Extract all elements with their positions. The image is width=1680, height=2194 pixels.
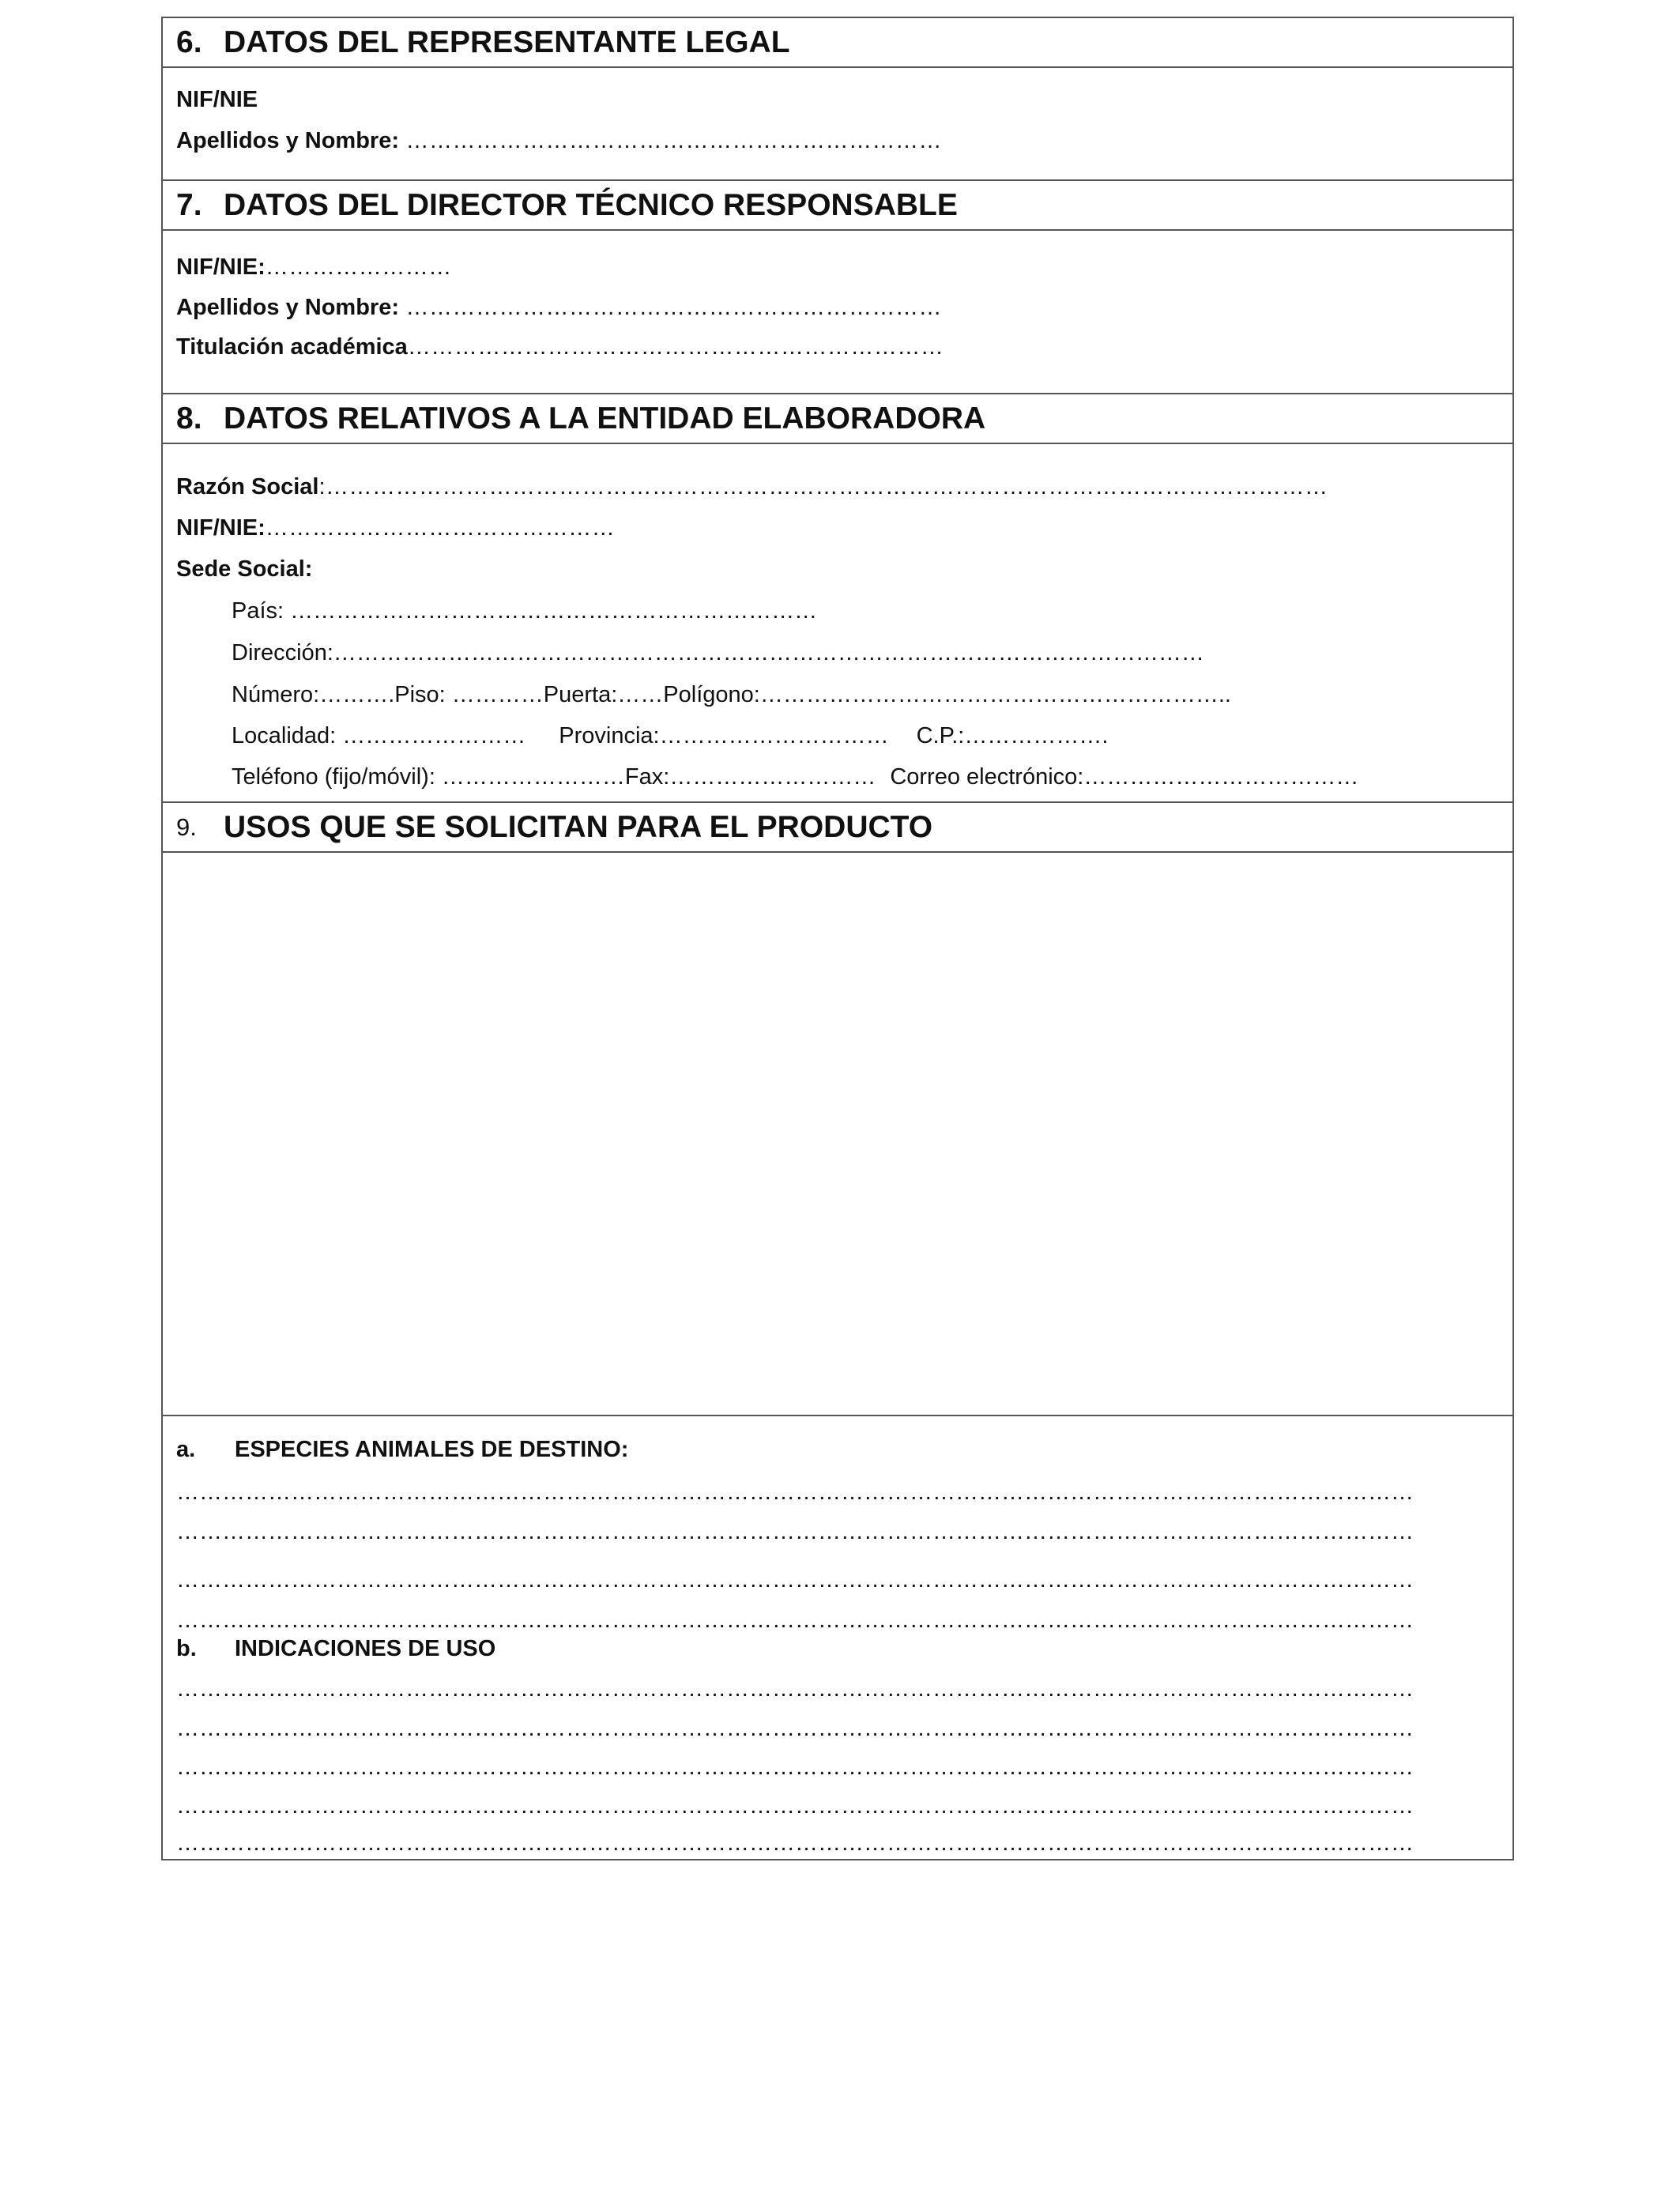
subsection-a-text: ESPECIES ANIMALES DE DESTINO: [235, 1437, 629, 1462]
number-floor-door-field[interactable]: Número:……….Piso: …………Puerta:……Polígono:…………………………………………………….. [232, 682, 1231, 707]
name-label: Apellidos y Nombre: [176, 295, 399, 320]
section-9-number: 9. [176, 812, 197, 841]
section-8-title: DATOS RELATIVOS A LA ENTIDAD ELABORADORA [224, 401, 986, 435]
section-7-header [163, 181, 1512, 231]
subsection-b-text: INDICACIONES DE USO [235, 1636, 496, 1661]
nif-field-director[interactable] [176, 253, 452, 281]
section-6-header [163, 18, 1512, 68]
subsection-a-letter: a. [176, 1437, 196, 1462]
section-6-title: DATOS DEL REPRESENTANTE LEGAL [224, 25, 790, 59]
locality-field[interactable]: Localidad: …………………… [232, 723, 526, 748]
nif-dots: ……………………………………… [265, 515, 616, 541]
section-6-number: 6. [176, 25, 202, 59]
subsection-b-title [176, 1634, 495, 1663]
section-9-header [163, 803, 1512, 853]
name-label: Apellidos y Nombre: [176, 128, 399, 153]
uses-free-text-area[interactable] [163, 853, 1512, 1416]
registered-office-label: Sede Social: [176, 556, 313, 582]
name-dots: …………………………………………………………… [399, 295, 943, 320]
email-field[interactable]: Correo electrónico:……………………………… [890, 764, 1359, 790]
application-form [161, 17, 1514, 1860]
section-7-title: DATOS DEL DIRECTOR TÉCNICO RESPONSABLE [224, 187, 958, 222]
nif-field-legal-rep[interactable] [176, 85, 258, 114]
target-species-line-4[interactable]: ……………………………………………………………………………………………………………………………………………… [176, 1608, 1414, 1633]
nif-field-entity[interactable] [176, 514, 615, 542]
name-field-director[interactable] [176, 293, 942, 322]
usage-line-5[interactable]: ……………………………………………………………………………………………………………………………………………… [176, 1830, 1414, 1856]
section-9-subsections [163, 1416, 1512, 1859]
nif-label: NIF/NIE: [176, 254, 266, 280]
locality-row [232, 722, 1108, 750]
name-dots: …………………………………………………………… [399, 128, 943, 153]
target-species-line-3[interactable]: ……………………………………………………………………………………………………………………………………………… [176, 1567, 1414, 1593]
usage-line-1[interactable]: ……………………………………………………………………………………………………………………………………………… [176, 1676, 1414, 1702]
section-8-body [163, 444, 1512, 803]
postal-code-field[interactable]: C.P.:………………. [916, 723, 1109, 748]
address-field[interactable]: Dirección:…………………………………………………………………………………………………… [232, 640, 1204, 665]
subsection-a-title [176, 1435, 628, 1464]
company-name-dots: :………………………………………………………………………………………………………………… [318, 474, 1328, 499]
target-species-line-2[interactable]: ……………………………………………………………………………………………………………………………………………… [176, 1519, 1414, 1544]
company-name-label: Razón Social [176, 474, 319, 499]
degree-label: Titulación académica [176, 334, 408, 360]
usage-line-2[interactable]: ……………………………………………………………………………………………………………………………………………… [176, 1716, 1414, 1741]
section-9-title: USOS QUE SE SOLICITAN PARA EL PRODUCTO [224, 809, 933, 844]
degree-field-director[interactable] [176, 333, 944, 361]
degree-dots: …………………………………………………………… [407, 334, 944, 360]
section-8-number: 8. [176, 401, 202, 435]
nif-dots: …………………… [265, 254, 452, 280]
section-7-body [163, 231, 1512, 394]
subsection-b-letter: b. [176, 1636, 197, 1661]
company-name-field[interactable] [176, 473, 1328, 501]
target-species-line-1[interactable]: ……………………………………………………………………………………………………………………………………………… [176, 1480, 1414, 1505]
contact-row [232, 763, 1358, 791]
country-field[interactable]: País: …………………………………………………………… [232, 598, 818, 624]
province-field[interactable]: Provincia:………………………… [559, 723, 889, 748]
section-7-number: 7. [176, 187, 202, 222]
usage-line-4[interactable]: ……………………………………………………………………………………………………………………………………………… [176, 1793, 1414, 1819]
name-field-legal-rep[interactable] [176, 126, 942, 155]
phone-fax-field[interactable]: Teléfono (fijo/móvil): ……………………Fax:……………………… [232, 764, 876, 790]
usage-line-3[interactable]: ……………………………………………………………………………………………………………………………………………… [176, 1755, 1414, 1780]
section-8-header [163, 394, 1512, 444]
nif-label: NIF/NIE: [176, 515, 266, 541]
nif-label: NIF/NIE [176, 87, 258, 112]
section-6-body [163, 68, 1512, 181]
